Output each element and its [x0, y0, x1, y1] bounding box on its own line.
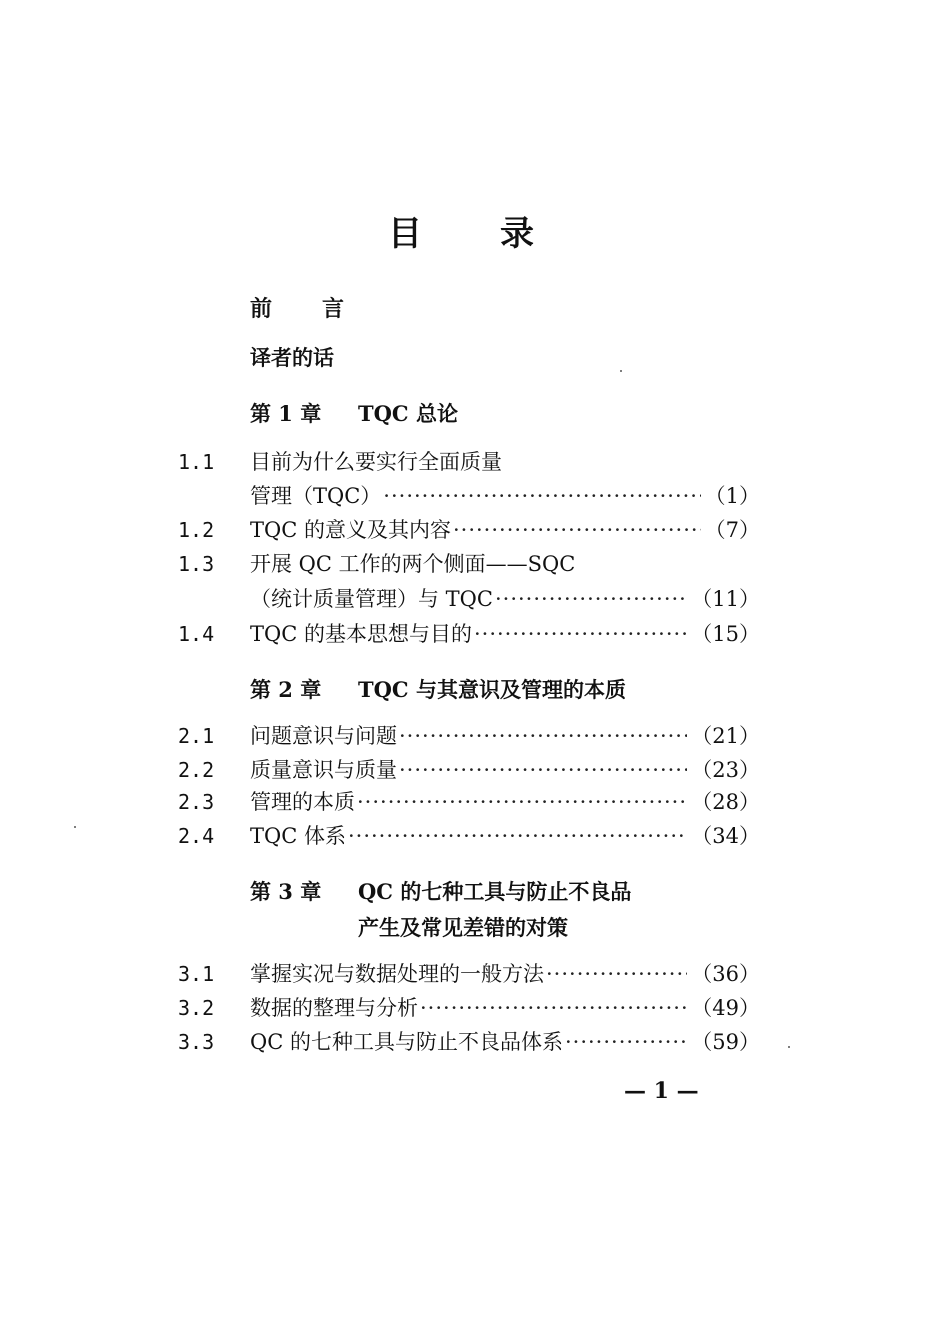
chapter-1-label: 第 1 章 — [250, 401, 322, 426]
toc-entry-3-3[interactable] — [250, 1026, 760, 1056]
section-1-1-title-line-1[interactable]: 目前为什么要实行全面质量 — [250, 450, 502, 474]
section-1-4-title: TQC 的基本思想与目的 — [250, 622, 472, 646]
leader-dots — [495, 587, 687, 611]
leader-dots — [399, 724, 687, 748]
page-title-char-1: 目 — [388, 214, 424, 254]
toc-entry-2-4[interactable] — [250, 820, 760, 850]
leader-dots — [383, 484, 700, 508]
section-3-2-number: 3.2 — [178, 996, 215, 1020]
section-1-1-title-line-2: 管理（TQC） — [250, 484, 382, 508]
section-3-3-number: 3.3 — [178, 1030, 215, 1054]
section-3-2-title: 数据的整理与分析 — [250, 996, 418, 1020]
section-2-2-number: 2.2 — [178, 758, 215, 782]
leader-dots — [474, 622, 687, 646]
section-1-4-page: （15） — [691, 622, 760, 646]
chapter-2-label: 第 2 章 — [250, 677, 322, 702]
chapter-3-title[interactable]: QC 的七种工具与防止不良品 — [358, 879, 632, 904]
toc-entry-1-4[interactable] — [250, 618, 760, 648]
section-2-3-number: 2.3 — [178, 790, 215, 814]
footer-page-number: — 1 — — [624, 1078, 699, 1104]
scan-speck — [788, 1046, 790, 1048]
toc-entry-1-1[interactable] — [250, 480, 760, 510]
toc-entry-2-3[interactable] — [250, 786, 760, 816]
toc-entry-3-1[interactable] — [250, 958, 760, 988]
section-2-4-page: （34） — [691, 824, 760, 848]
section-2-4-number: 2.4 — [178, 824, 215, 848]
section-1-2-number: 1.2 — [178, 518, 215, 542]
chapter-1-title[interactable]: TQC 总论 — [358, 401, 458, 426]
section-2-4-title: TQC 体系 — [250, 824, 346, 848]
section-2-3-page: （28） — [691, 790, 760, 814]
leader-dots — [420, 996, 687, 1020]
section-2-1-number: 2.1 — [178, 724, 215, 748]
toc-entry-1-3[interactable] — [250, 583, 760, 613]
toc-entry-1-2[interactable] — [250, 514, 760, 544]
section-1-4-number: 1.4 — [178, 622, 215, 646]
leader-dots — [399, 758, 687, 782]
section-1-2-page: （7） — [704, 518, 760, 542]
translator-note-link[interactable]: 译者的话 — [250, 345, 334, 370]
section-1-3-page: （11） — [691, 587, 760, 611]
page-title-char-2: 录 — [500, 214, 536, 254]
section-1-2-title: TQC 的意义及其内容 — [250, 518, 451, 542]
scan-speck — [74, 826, 76, 828]
chapter-3-title-line-2[interactable]: 产生及常见差错的对策 — [358, 915, 568, 940]
scan-speck — [620, 370, 622, 372]
section-3-3-title: QC 的七种工具与防止不良品体系 — [250, 1030, 563, 1054]
section-1-1-page: （1） — [704, 484, 760, 508]
section-2-2-title: 质量意识与质量 — [250, 758, 397, 782]
toc-entry-3-2[interactable] — [250, 992, 760, 1022]
chapter-3-label: 第 3 章 — [250, 879, 322, 904]
section-3-3-page: （59） — [691, 1030, 760, 1054]
section-1-3-number: 1.3 — [178, 552, 215, 576]
section-3-1-page: （36） — [691, 962, 760, 986]
section-1-1-number: 1.1 — [178, 450, 215, 474]
leader-dots — [357, 790, 687, 814]
section-2-2-page: （23） — [691, 758, 760, 782]
toc-entry-2-2[interactable] — [250, 754, 760, 784]
preface-char-2[interactable]: 言 — [322, 296, 345, 322]
chapter-2-title[interactable]: TQC 与其意识及管理的本质 — [358, 677, 626, 702]
section-2-1-title: 问题意识与问题 — [250, 724, 397, 748]
section-3-1-title: 掌握实况与数据处理的一般方法 — [250, 962, 544, 986]
section-1-3-title-line-1[interactable]: 开展 QC 工作的两个侧面——SQC — [250, 552, 576, 576]
section-1-3-title-line-2: （统计质量管理）与 TQC — [250, 587, 493, 611]
toc-entry-2-1[interactable] — [250, 720, 760, 750]
section-2-1-page: （21） — [691, 724, 760, 748]
section-3-2-page: （49） — [691, 996, 760, 1020]
leader-dots — [565, 1030, 687, 1054]
leader-dots — [546, 962, 687, 986]
leader-dots — [453, 518, 701, 542]
section-2-3-title: 管理的本质 — [250, 790, 355, 814]
preface-char-1[interactable]: 前 — [250, 296, 273, 322]
leader-dots — [348, 824, 687, 848]
section-3-1-number: 3.1 — [178, 962, 215, 986]
